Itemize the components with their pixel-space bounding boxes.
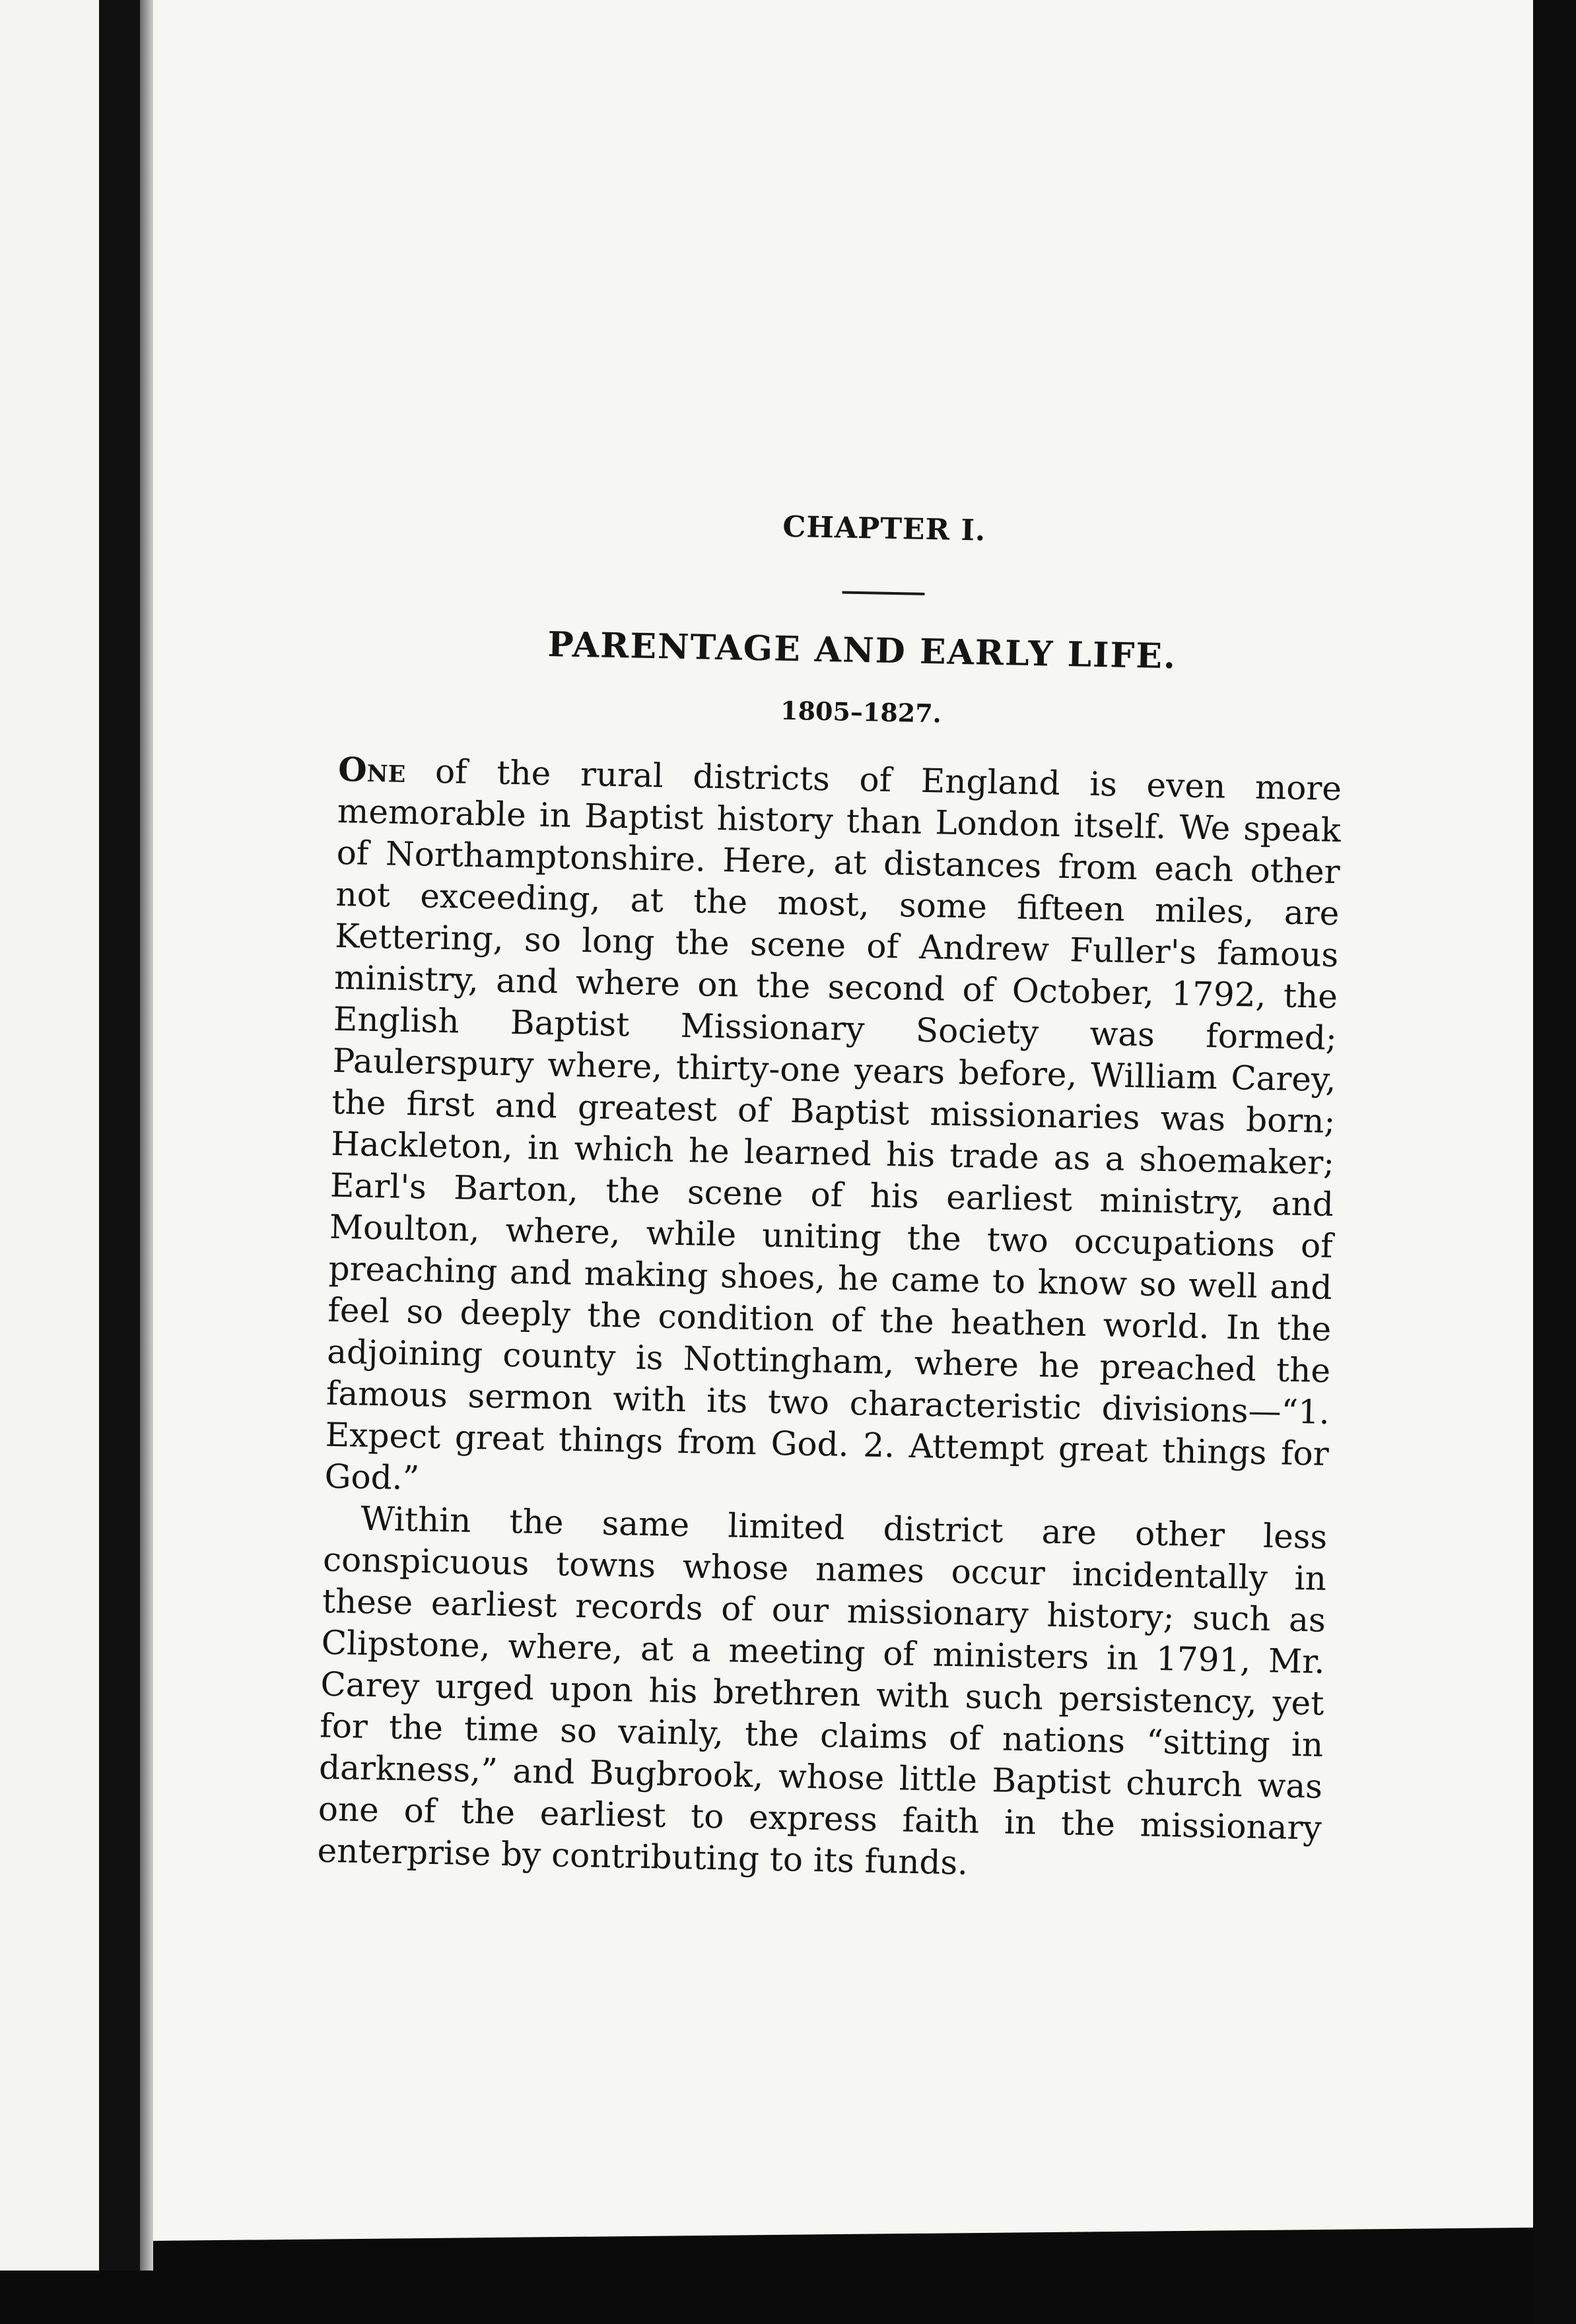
- body-paragraph-2: [317, 1498, 1328, 1891]
- chapter-heading: CHAPTER I.: [782, 510, 986, 548]
- paragraph-text: of the rural districts of England is even more memorable in Baptist history than London itself. We speak of Northamptonshire. Here, at distances from each other not exceeding, at the most, some fifteen miles, are Kettering, so long the scene of Andrew Fuller's famous ministry, and where on the second of October, 1792, the English Baptist Missionary Society was formed; Paulerspury where, thirty-one years before, William Carey, the first and greatest of Baptist missionaries was born; Hackleton, in which he learned his trade as a shoemaker; Earl's Barton, the scene of his earliest ministry, and Moulton, where, while uniting the two occupations of preaching and making shoes, he came to know so well and feel so deeply the condition of the heathen world. In the adjoining county is Nottingham, where he preached the famous sermon with its two characteristic divisions—“1. Expect great things from God. 2. Attempt great things for God.”: [324, 751, 1342, 1498]
- book-binding-edge: [99, 0, 140, 2271]
- page-gutter-shadow: [140, 0, 153, 2271]
- paragraph-lead-word: One: [337, 749, 406, 790]
- page-content: [317, 502, 1347, 1891]
- paragraph-text: Within the same limited district are other less conspicuous towns whose names occur incidentally in these earliest records of our missionary history; such as Clipstone, where, at a meeting of ministers in 1791, Mr. Carey urged upon his brethren with such persistency, yet for the time so vainly, the claims of nations “sitting in darkness,” and Bugbrook, whose little Baptist church was one of the earliest to express faith in the missionary enterprise by contributing to its funds.: [317, 1499, 1328, 1882]
- heading-divider: [842, 591, 924, 595]
- chapter-dates: 1805–1827.: [780, 695, 942, 729]
- scan-left-margin: [0, 0, 99, 2271]
- body-paragraph-1: [324, 748, 1342, 1517]
- chapter-title: PARENTAGE AND EARLY LIFE.: [547, 624, 1177, 677]
- scan-right-shadow: [1533, 0, 1576, 2324]
